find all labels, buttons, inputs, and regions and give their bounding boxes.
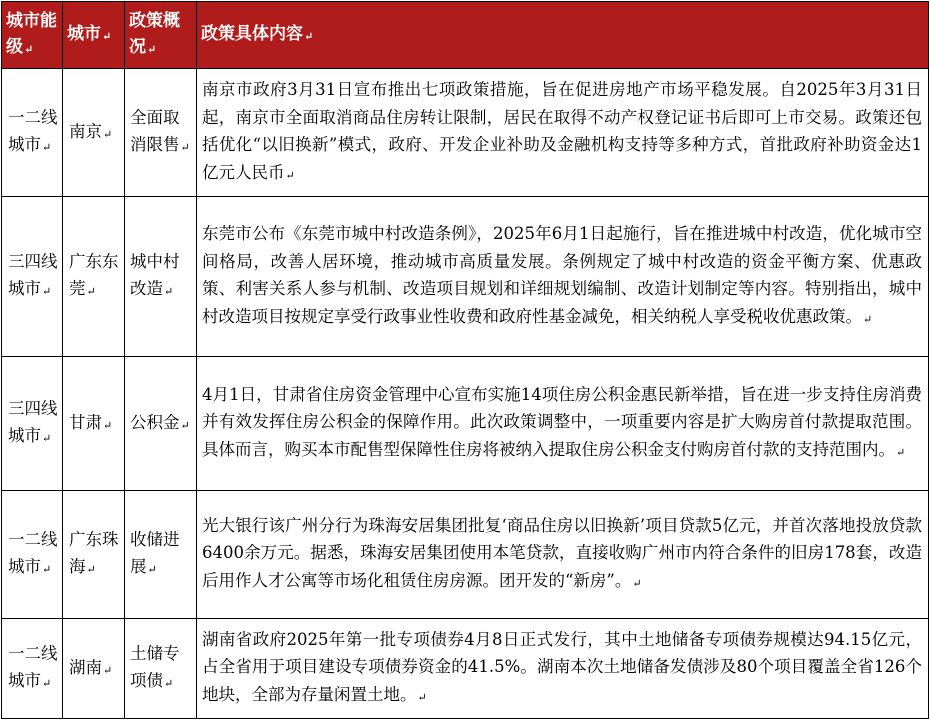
- return-mark-icon: ↵: [285, 168, 295, 182]
- table-row: [2, 69, 929, 197]
- policy-overview-cell: 全面取消限售↵: [125, 69, 197, 197]
- table-header-row: [2, 2, 929, 69]
- return-mark-icon: ↵: [86, 563, 96, 576]
- policy-overview-cell: 收储进展↵: [125, 491, 197, 619]
- policy-table-wrapper: [1, 1, 928, 718]
- return-mark-icon: ↵: [24, 42, 34, 56]
- header-policy-overview: 政策概况↵: [125, 2, 197, 69]
- return-mark-icon: ↵: [632, 576, 642, 590]
- return-mark-icon: ↵: [863, 312, 873, 326]
- return-mark-icon: ↵: [42, 141, 52, 154]
- header-policy-content: 政策具体内容↵: [197, 2, 929, 69]
- return-mark-icon: ↵: [304, 29, 314, 43]
- city-level-cell: 一二线城市↵: [2, 491, 63, 619]
- return-mark-icon: ↵: [417, 690, 427, 704]
- return-mark-icon: ↵: [42, 677, 52, 690]
- table-row: [2, 197, 929, 357]
- header-city-level: 城市能级↵: [2, 2, 63, 69]
- return-mark-icon: ↵: [86, 285, 96, 298]
- city-level-cell: 三四线城市↵: [2, 197, 63, 357]
- policy-content-cell: 东莞市公布《东莞市城中村改造条例》，2025年6月1日起施行，旨在推进城中村改造，优化城市空间格局，改善人居环境，推动城市高质量发展。条例规定了城中村改造的资金平衡方案、优惠政策、利害关系人参与机制、改造项目规划和详细规划编制、改造计划制定等内容。特别指出，城中村改造项目按规定享受行政事业性收费和政府性基金减免，相关纳税人享受税收优惠政策。↵: [197, 197, 929, 357]
- return-mark-icon: ↵: [42, 563, 52, 576]
- header-city: 城市↵: [63, 2, 125, 69]
- city-level-cell: 一二线城市↵: [2, 619, 63, 719]
- table-row: [2, 491, 929, 619]
- return-mark-icon: ↵: [164, 285, 174, 298]
- return-mark-icon: ↵: [147, 42, 157, 56]
- city-cell: 湖南↵: [63, 619, 125, 719]
- policy-content-cell: 光大银行该广州分行为珠海安居集团批复‘商品住房以旧换新’项目贷款5亿元，并首次落地投放贷款6400余万元。据悉，珠海安居集团使用本笔贷款，直接收购广州市内符合条件的旧房178套，改造后用作人才公寓等市场化租赁住房房源。团开发的“新房”。↵: [197, 491, 929, 619]
- return-mark-icon: ↵: [180, 141, 190, 154]
- return-mark-icon: ↵: [42, 432, 52, 445]
- return-mark-icon: ↵: [102, 29, 112, 43]
- table-row: [2, 619, 929, 719]
- policy-content-cell: 南京市政府3月31日宣布推出七项政策措施，旨在促进房地产市场平稳发展。自2025年3月31日起，南京市全面取消商品住房转让限制，居民在取得不动产权登记证书后即可上市交易。政策还包括优化“以旧换新”模式，政府、开发企业补助及金融机构支持等多种方式，首批政府补助资金达1亿元人民币↵: [197, 69, 929, 197]
- city-cell: 广东珠海↵: [63, 491, 125, 619]
- city-level-cell: 一二线城市↵: [2, 69, 63, 197]
- return-mark-icon: ↵: [147, 563, 157, 576]
- policy-content-cell: 湖南省政府2025年第一批专项债券4月8日正式发行，其中土地储备专项债券规模达94.15亿元，占全省用于项目建设专项债券资金的41.5%。湖南本次土地储备发债涉及80个项目覆盖全省126个地块，全部为存量闲置土地。↵: [197, 619, 929, 719]
- return-mark-icon: ↵: [103, 418, 113, 432]
- return-mark-icon: ↵: [103, 663, 113, 677]
- policy-overview-cell: 土储专项债↵: [125, 619, 197, 719]
- policy-overview-cell: 公积金↵: [125, 357, 197, 491]
- city-cell: 南京↵: [63, 69, 125, 197]
- return-mark-icon: ↵: [180, 418, 190, 432]
- return-mark-icon: ↵: [42, 285, 52, 298]
- policy-table: [1, 1, 929, 719]
- return-mark-icon: ↵: [103, 127, 113, 141]
- table-row: [2, 357, 929, 491]
- policy-overview-cell: 城中村改造↵: [125, 197, 197, 357]
- return-mark-icon: ↵: [896, 445, 906, 459]
- return-mark-icon: ↵: [164, 677, 174, 690]
- city-cell: 广东东莞↵: [63, 197, 125, 357]
- city-level-cell: 三四线城市↵: [2, 357, 63, 491]
- city-cell: 甘肃↵: [63, 357, 125, 491]
- policy-content-cell: 4月1日，甘肃省住房资金管理中心宣布实施14项住房公积金惠民新举措，旨在进一步支持住房消费并有效发挥住房公积金的保障作用。此次政策调整中，一项重要内容是扩大购房首付款提取范围。具体而言，购买本市配售型保障性住房将被纳入提取住房公积金支付购房首付款的支持范围内。↵: [197, 357, 929, 491]
